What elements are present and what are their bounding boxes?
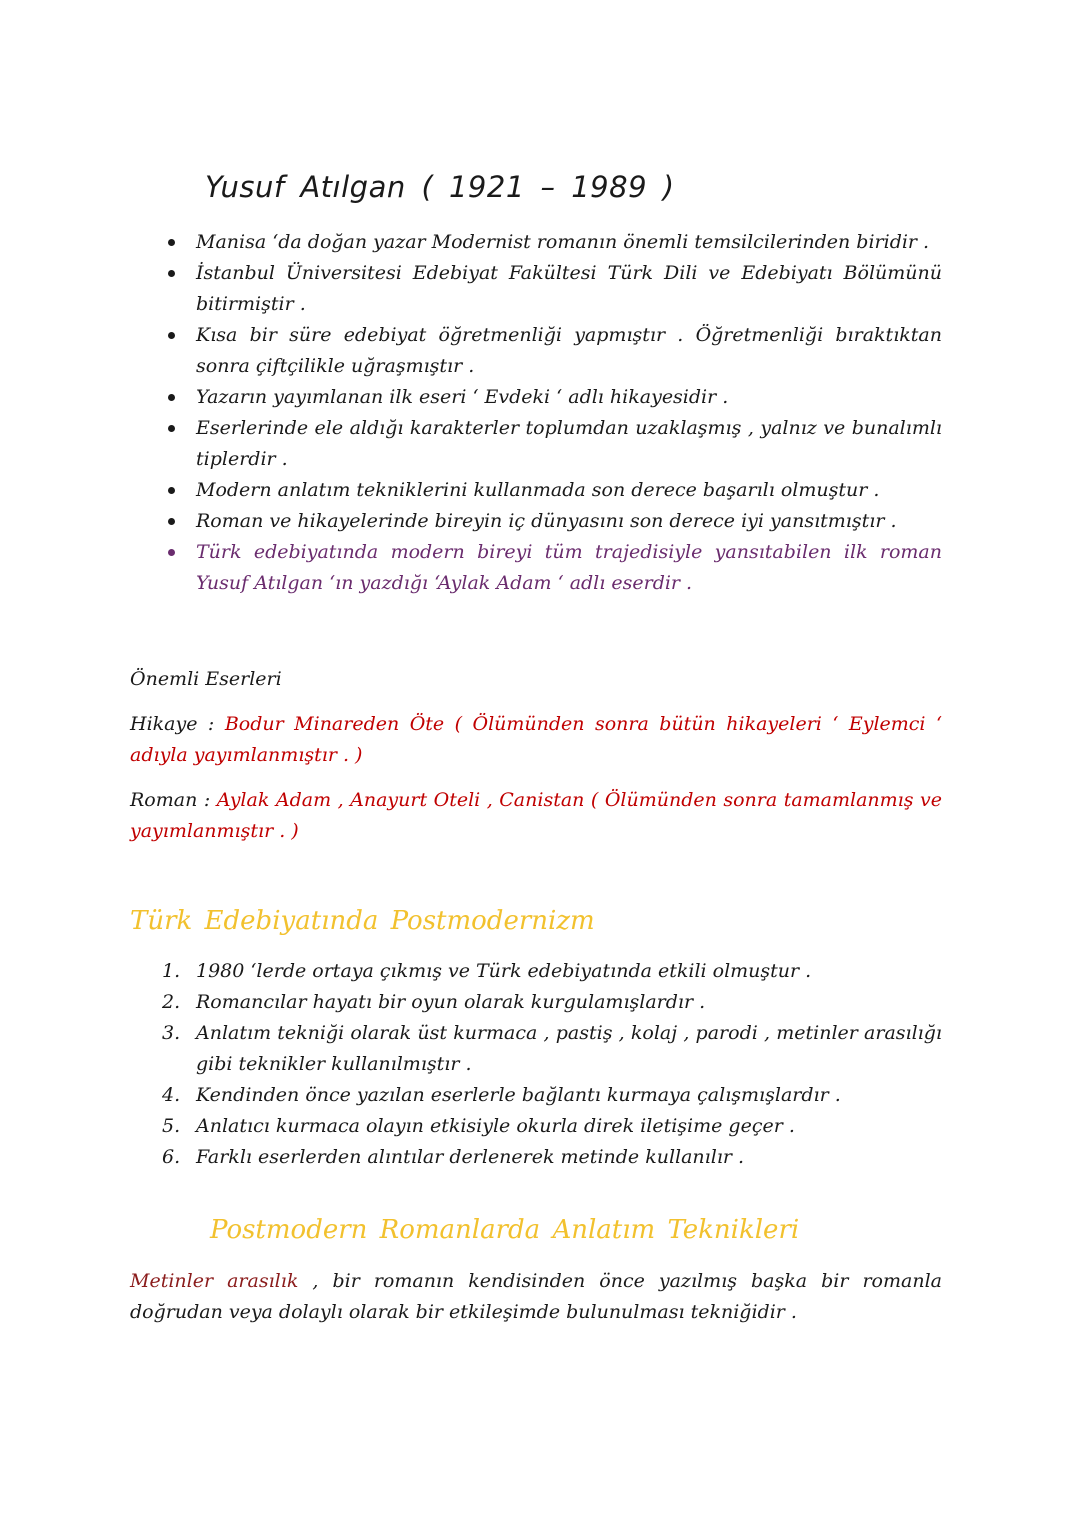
technique-definition: , bir romanın kendisinden önce yazılmış başka bir romanla doğrudan veya dolaylı olarak bir etkileşimde bulunulması tekniğidir .	[130, 1270, 942, 1323]
list-item: Modern anlatım tekniklerini kullanmada son derece başarılı olmuştur .	[130, 475, 942, 506]
list-item-highlight: Türk edebiyatında modern bireyi tüm trajedisiyle yansıtabilen ilk roman Yusuf Atılgan ‘ın yazdığı ‘Aylak Adam ‘ adlı eserdir .	[130, 537, 942, 599]
bullet-icon	[168, 518, 175, 525]
list-item: Manisa ‘da doğan yazar Modernist romanın önemli temsilcilerinden biridir .	[130, 227, 942, 258]
page-title: Yusuf Atılgan ( 1921 – 1989 )	[205, 170, 675, 204]
list-item: Kısa bir süre edebiyat öğretmenliği yapmıştır . Öğretmenliği bıraktıktan sonra çiftçilikle uğraşmıştır .	[130, 320, 942, 382]
novel-value: Aylak Adam , Anayurt Oteli , Canistan ( Ölümünden sonra tamamlanmış ve yayımlanmıştır . )	[130, 789, 942, 842]
bullet-icon	[168, 270, 175, 277]
works-novel	[130, 785, 942, 847]
bullet-icon	[168, 394, 175, 401]
biography-list	[130, 227, 942, 599]
list-item: İstanbul Üniversitesi Edebiyat Fakültesi Türk Dili ve Edebiyatı Bölümünü bitirmiştir .	[130, 258, 942, 320]
bullet-icon	[168, 332, 175, 339]
technique-term: Metinler arasılık	[130, 1270, 299, 1292]
list-item: 5. Anlatıcı kurmaca olayın etkisiyle okurla direk iletişime geçer .	[162, 1115, 795, 1137]
list-item: Yazarın yayımlanan ilk eseri ‘ Evdeki ‘ adlı hikayesidir .	[130, 382, 942, 413]
bullet-icon	[168, 487, 175, 494]
list-item: Eserlerinde ele aldığı karakterler toplumdan uzaklaşmış , yalnız ve bunalımlı tiplerdir .	[130, 413, 942, 475]
bullet-icon	[168, 425, 175, 432]
postmodernism-heading: Türk Edebiyatında Postmodernizm	[130, 906, 595, 936]
works-story	[130, 709, 942, 771]
list-item: Roman ve hikayelerinde bireyin iç dünyasını son derece iyi yansıtmıştır .	[130, 506, 942, 537]
list-item: 2. Romancılar hayatı bir oyun olarak kurgulamışlardır .	[162, 991, 706, 1013]
bullet-icon	[168, 239, 175, 246]
techniques-paragraph	[130, 1266, 942, 1328]
novel-label: Roman :	[130, 789, 211, 811]
story-value: Bodur Minareden Öte ( Ölümünden sonra bütün hikayeleri ‘ Eylemci ‘ adıyla yayımlanmıştır . )	[130, 713, 943, 766]
list-item: 1. 1980 ‘lerde ortaya çıkmış ve Türk edebiyatında etkili olmuştur .	[162, 960, 812, 982]
list-item: 6. Farklı eserlerden alıntılar derlenerek metinde kullanılır .	[162, 1146, 745, 1168]
list-item: 3. Anlatım tekniği olarak üst kurmaca , pastiş , kolaj , parodi , metinler arasılığı gibi teknikler kullanılmıştır .	[162, 1022, 942, 1075]
works-heading: Önemli Eserleri	[130, 668, 282, 690]
techniques-heading: Postmodern Romanlarda Anlatım Teknikleri	[210, 1215, 800, 1245]
list-item: 4. Kendinden önce yazılan eserlerle bağlantı kurmaya çalışmışlardır .	[162, 1084, 841, 1106]
bullet-icon	[168, 549, 175, 556]
story-label: Hikaye :	[130, 713, 215, 735]
postmodernism-list	[130, 956, 942, 1173]
